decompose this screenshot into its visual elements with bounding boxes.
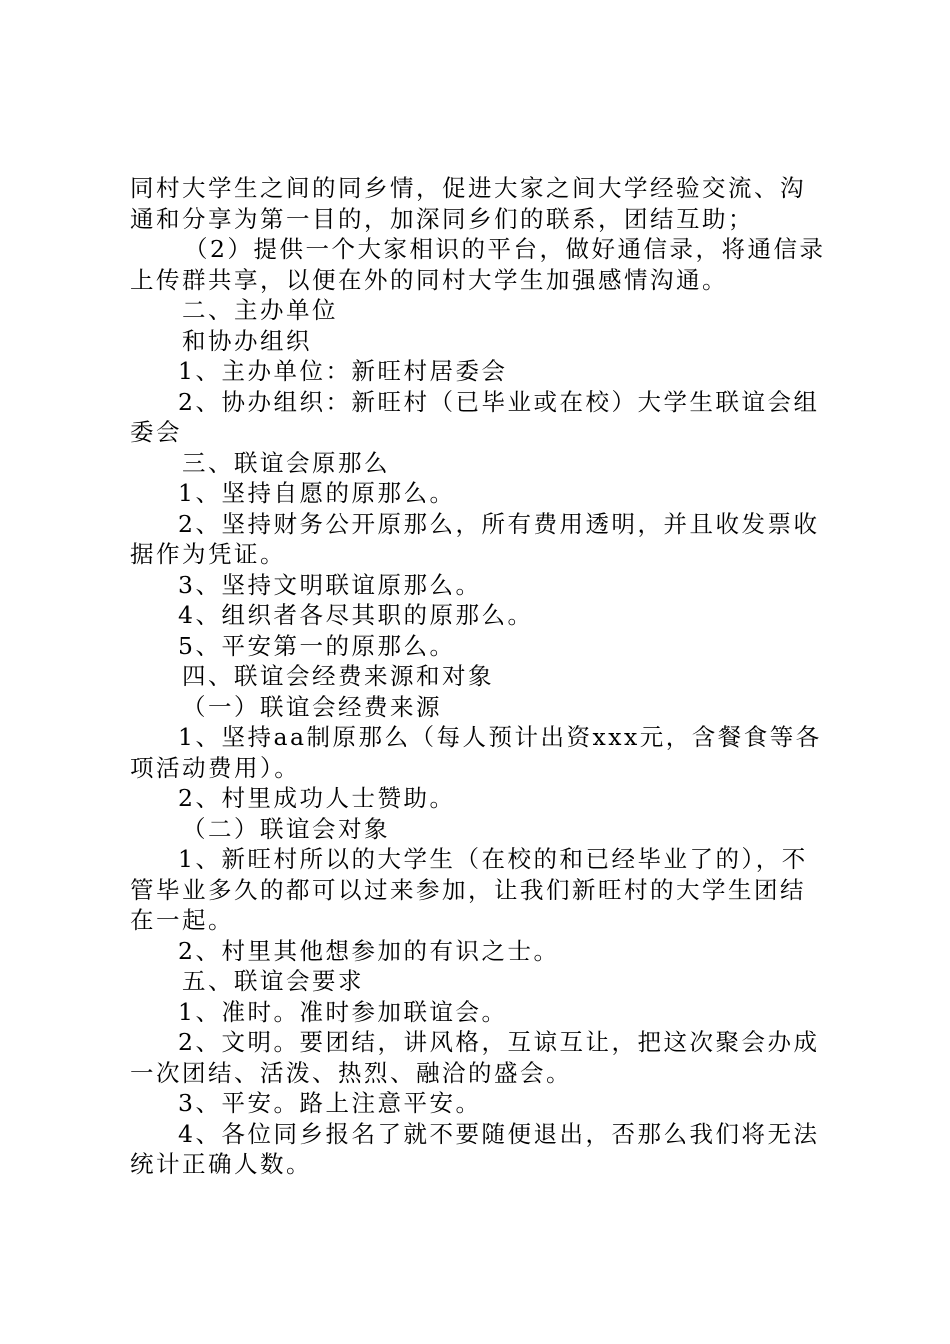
list-item: 4、组织者各尽其职的原那么。	[178, 601, 534, 629]
paragraph-purpose-2: （2）提供一个大家相识的平台，做好通信录，将通信录上传群共享，以便在外的同村大学生加强感情沟通。	[130, 235, 826, 294]
list-item: 3、坚持文明联谊原那么。	[178, 570, 482, 599]
document-body	[130, 173, 830, 1180]
list-item: 1、新旺村所以的大学生（在校的和已经毕业了的），不管毕业多久的都可以过来参加，让我们新旺村的大学生团结在一起。	[130, 845, 808, 934]
list-item: 2、文明。要团结，讲风格，互谅互让，把这次聚会办成一次团结、活泼、热烈、融洽的盛会。	[130, 1028, 820, 1087]
list-item: 1、坚持自愿的原那么。	[178, 479, 456, 507]
list-item: 2、村里其他想参加的有识之士。	[178, 936, 560, 965]
section-heading-organizer: 二、主办单位	[182, 296, 338, 324]
section-heading-funding: 四、联谊会经费来源和对象	[182, 662, 494, 690]
subsection-heading-participants: （二）联谊会对象	[182, 814, 390, 843]
section-heading-requirements: 五、联谊会要求	[182, 967, 364, 995]
subsection-heading-funding-source: （一）联谊会经费来源	[182, 692, 442, 721]
paragraph-purpose-continued: 同村大学生之间的同乡情，促进大家之间大学经验交流、沟通和分享为第一目的，加深同乡们的联系，团结互助；	[130, 174, 806, 233]
list-item: 2、坚持财务公开原那么，所有费用透明，并且收发票收据作为凭证。	[130, 509, 820, 568]
list-item: 3、平安。路上注意平安。	[178, 1089, 482, 1117]
list-item: 2、协办组织：新旺村（已毕业或在校）大学生联谊会组委会	[130, 387, 820, 446]
list-item: 5、平安第一的原那么。	[178, 631, 456, 660]
list-item: 1、主办单位：新旺村居委会	[178, 357, 508, 385]
list-item: 1、坚持aa制原那么（每人预计出资xxx元，含餐食等各项活动费用）。	[130, 723, 822, 782]
list-item: 2、村里成功人士赞助。	[178, 784, 456, 812]
list-item: 4、各位同乡报名了就不要随便退出，否那么我们将无法统计正确人数。	[130, 1119, 820, 1178]
section-heading-principles: 三、联谊会原那么	[182, 448, 390, 477]
section-heading-organizer-cont: 和协办组织	[182, 326, 312, 355]
list-item: 1、准时。准时参加联谊会。	[178, 997, 508, 1026]
